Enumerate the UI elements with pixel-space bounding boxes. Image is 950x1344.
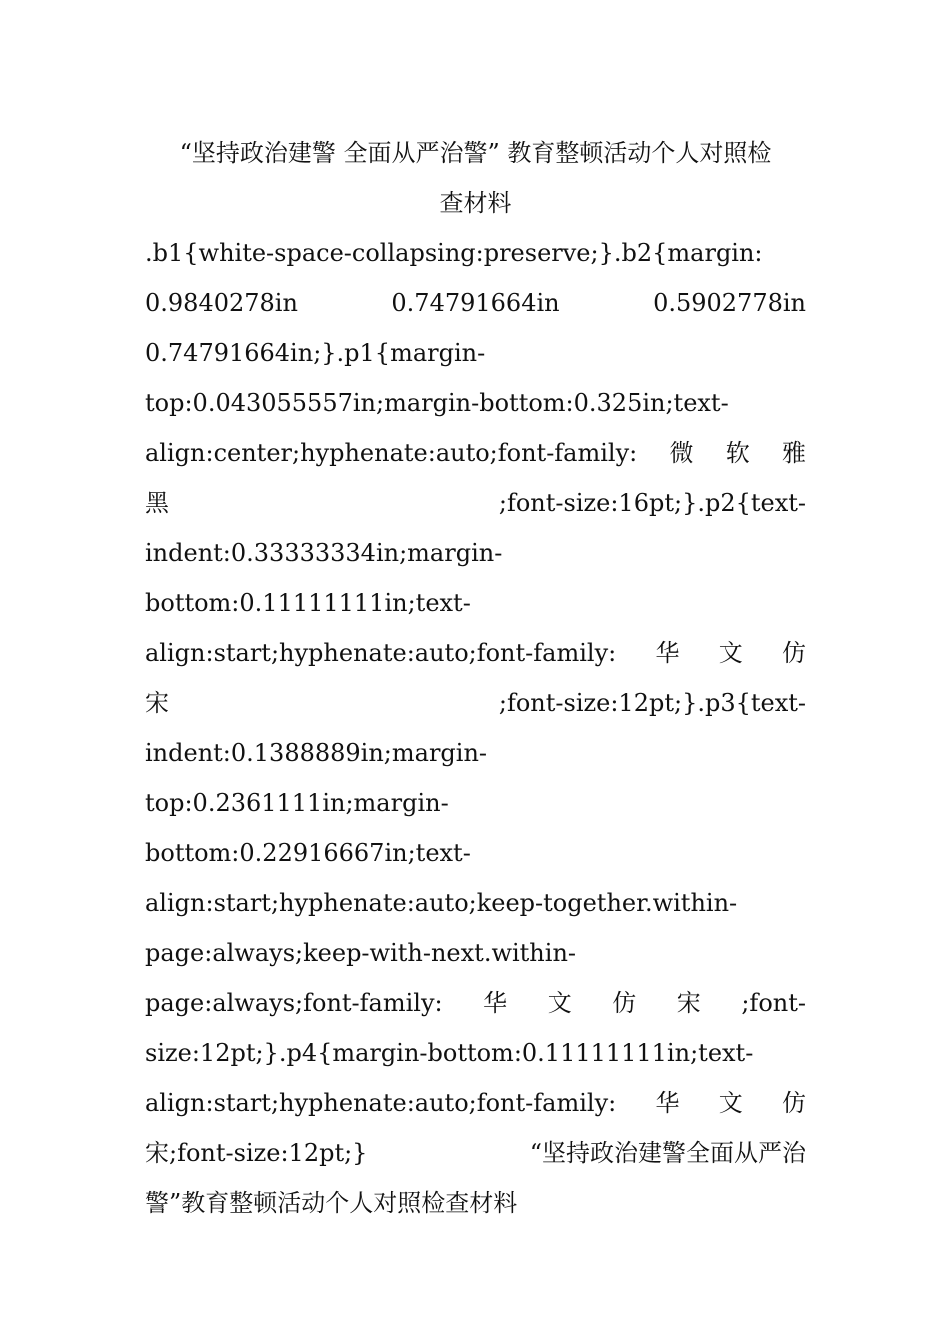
body-line-18-word-3: 文 [718,1089,743,1117]
body-line-10-word-2: ;font-size:12pt;}.p3{text- [498,689,806,717]
body-line-15: page:always;keep-with-next.within- [145,939,577,967]
body-line-6-word-2: ;font-size:16pt;}.p2{text- [498,489,806,517]
body-line-16-word-2: 华 [483,989,508,1017]
body-line-16-word-5: 宋 [676,989,701,1017]
body-line-16-word-3: 文 [547,989,572,1017]
document-body [145,228,806,1228]
body-line-9-word-3: 文 [718,639,743,667]
body-line-5-word-2: 微 [669,439,694,467]
body-line-19 [145,1128,806,1178]
body-line-7: indent:0.33333334in;margin- [145,539,503,567]
body-line-16-word-4: 仿 [612,989,637,1017]
document-title [145,128,806,228]
body-line-19-word-1: 宋;font-size:12pt;} [145,1139,368,1167]
body-line-2-word-3: 0.5902778in [653,289,806,317]
body-line-1: .b1{white-space-collapsing:preserve;}.b2{margin: [145,239,763,267]
body-line-13: bottom:0.22916667in;text- [145,839,471,867]
body-line-5-word-4: 雅 [782,439,806,467]
body-line-9 [145,628,806,678]
body-line-6-word-1: 黑 [145,489,169,517]
body-line-16 [145,978,806,1028]
body-line-20: 警”教育整顿活动个人对照检查材料 [145,1189,518,1217]
body-line-19-word-2: “坚持政治建警全面从严治 [529,1139,806,1167]
body-line-9-word-1: align:start;hyphenate:auto;font-family: [145,639,617,667]
body-line-5-word-3: 软 [725,439,750,467]
document-content [145,128,806,1228]
body-line-9-word-4: 仿 [781,639,806,667]
body-line-10-word-1: 宋 [145,689,169,717]
body-line-10 [145,678,806,728]
body-line-2 [145,278,806,328]
body-line-5-word-1: align:center;hyphenate:auto;font-family: [145,439,638,467]
body-line-2-word-2: 0.74791664in [391,289,560,317]
body-line-9-word-2: 华 [655,639,680,667]
body-line-18 [145,1078,806,1128]
body-line-16-word-6: ;font- [741,989,806,1017]
body-line-4: top:0.043055557in;margin-bottom:0.325in;text- [145,389,729,417]
body-line-12: top:0.2361111in;margin- [145,789,449,817]
body-line-5 [145,428,806,478]
body-line-18-word-1: align:start;hyphenate:auto;font-family: [145,1089,617,1117]
body-line-14: align:start;hyphenate:auto;keep-together.within- [145,889,738,917]
body-line-8: bottom:0.11111111in;text- [145,589,471,617]
body-line-18-word-2: 华 [655,1089,680,1117]
title-line-1: “坚持政治建警 全面从严治警” 教育整顿活动个人对照检 [179,139,772,167]
title-line-2: 查材料 [439,189,512,217]
body-line-3: 0.74791664in;}.p1{margin- [145,339,486,367]
body-line-11: indent:0.1388889in;margin- [145,739,488,767]
body-line-17: size:12pt;}.p4{margin-bottom:0.11111111in;text- [145,1039,754,1067]
body-line-16-word-1: page:always;font-family: [145,989,443,1017]
body-line-2-word-1: 0.9840278in [145,289,298,317]
body-line-6 [145,478,806,528]
body-line-18-word-4: 仿 [781,1089,806,1117]
